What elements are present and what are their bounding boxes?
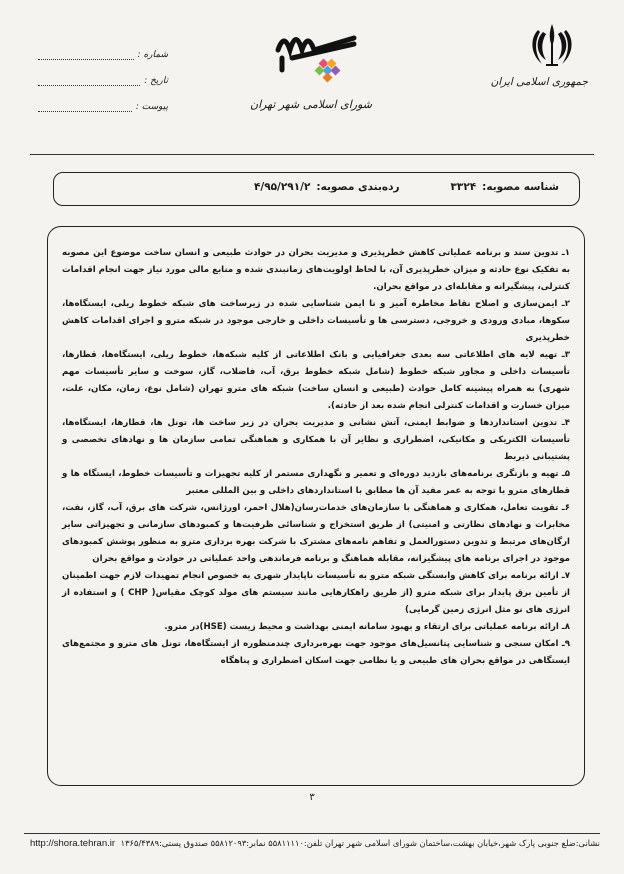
resolution-item-5: ۵ـ تهیه و بازنگری برنامه‌های بازدید دوره‌ای و تعمیر و نگهداری مستمر از کلیه تجهیزات و تأسیسات خطوط، ایستگاه ها و قطارهای مترو با توجه به عمر مفید آن ها مطابق با استانداردهای داخلی و بین المللی معتبر (62, 469, 570, 496)
field-date-label: تاریخ : (144, 76, 168, 86)
resolution-class (254, 181, 400, 193)
letter-fields (38, 42, 168, 120)
resolution-item-8: ۸ـ ارائه برنامه عملیاتی برای ارتقاء و بهبود سامانه ایمنی بهداشت و محیط زیست (HSE)در مترو. (164, 622, 570, 632)
footer-divider (24, 833, 600, 834)
resolution-item-7: ۷ـ ارائه برنامه برای کاهش وابستگی شبکه مترو به تأسیسات ناپایدار شهری به خصوص انجام تمهیدات لازم جهت اطمینان از تأمین برق پایدار برای شبکه مترو (از طریق راهکارهایی مانند سیستم های مولد کوچک مقیاس( CHP ) و استفاده از انرژی های نو مثل انرژی زمین گرمایی) (62, 571, 570, 615)
field-date-line (38, 77, 140, 86)
city-council-logo (250, 30, 372, 111)
field-attachment-label: پیوست : (135, 102, 168, 112)
field-number (38, 42, 168, 68)
footer-address: نشانی:ضلع جنوبی پارک شهر،خیابان بهشت،ساختمان شورای اسلامی شهر تهران تلفن:۵۵۸۱۱۱۱۰ نمابر:۵۵۸۱۲۰۹۳ صندوق پستی:۱۳۶۵/۴۳۸۹ (120, 838, 600, 848)
header-divider (30, 154, 594, 155)
resolution-item-4: ۴ـ تدوین استانداردها و ضوابط ایمنی، آتش نشانی و مدیریت بحران در زیر ساخت ها، تونل ها، قطارها، ایستگاه‌ها، تأسیسات الکتریکی و مکانیکی، اضطراری و نظایر آن با همکاری و هماهنگی تمامی سازمان ها و نهادهای تخصصی و پشتیبانی ذیربط (62, 418, 570, 462)
footer-url[interactable]: http://shora.tehran.ir (30, 838, 116, 849)
field-date (38, 68, 168, 94)
resolution-id-label: شناسه مصوبه: (482, 181, 559, 193)
resolution-id-box (53, 172, 580, 206)
city-council-logo-icon (272, 30, 362, 88)
resolution-id-value: ۳۳۲۴ (450, 181, 477, 193)
field-attachment (38, 94, 168, 120)
resolution-content-box (47, 226, 585, 786)
resolution-item-2: ۲ـ ایمن‌سازی و اصلاح نقاط مخاطره آمیز و نا ایمن شناسایی شده در زیرساخت های شبکه خطوط ریلی، ایستگاه‌ها، سکوها، مبادی ورودی و خروجی، دسترسی ها و تأسیسات داخلی و خارجی موجود در شبکه مترو و اجرای اقدامات کاهش خطرپذیری (62, 299, 570, 343)
resolution-item-9: ۹ـ امکان سنجی و شناسایی پتانسیل‌های موجود جهت بهره‌برداری چندمنظوره از ایستگاه‌ها، تونل های مترو و مجتمع‌های ایستگاهی در مواقع بحران های طبیعی و یا نظامی جهت اسکان اضطراری و پناهگاه (62, 639, 570, 666)
field-number-label: شماره : (137, 50, 168, 60)
page-number: ۳ (309, 792, 315, 803)
resolution-item-3: ۳ـ تهیه لایه های اطلاعاتی سه بعدی جغرافیایی و بانک اطلاعاتی از کلیه شبکه‌ها، خطوط ریلی، ایستگاه‌ها، قطارها، تأسیسات داخلی و مجاور شبکه خطوط (شامل شبکه خطوط برق، آب، فاضلاب، گاز، سوخت و سایر تأسیسات مهم شهری) به همراه پیشینه کامل حوادث (طبیعی و انسان ساخت) شبکه های مترو تهران (شامل نوع، زمان، مکان، علت، میزان خسارت و اقدامات کنترلی انجام شده بعد از حادثه). (62, 350, 570, 411)
resolution-class-label: رده‌بندی مصوبه: (316, 181, 400, 193)
resolution-item-6: ۶ـ تقویت تعامل، همکاری و هماهنگی با سازمان‌های خدمات‌رسان(هلال احمر، اورژانس، شرکت های برق، آب، گاز، نفت، مخابرات و نهادهای نظارتی و امنیتی) از طریق استخراج و شناسائی ظرفیت‌ها و کمبودهای سازمانی و تجهیزاتی سایر ارگان‌های مرتبط و تدوین دستورالعمل و تفاهم نامه‌های مشترک با شرکت بهره برداری مترو به منظور پوشش کمبودهای موجود در اجرای برنامه های پیشگیرانه، مقابله هماهنگ و برنامه فرماندهی واحد عملیاتی در حوادث و مواقع بحران (62, 503, 570, 564)
iran-emblem-icon (530, 20, 574, 70)
field-attachment-line (38, 103, 132, 112)
iran-emblem (490, 20, 588, 88)
field-number-line (38, 51, 134, 60)
resolution-id (451, 181, 559, 193)
resolution-item-1: ۱ـ تدوین سند و برنامه عملیاتی کاهش خطرپذیری و مدیریت بحران در حوادث طبیعی و انسان ساخت موضوع این مصوبه به تفکیک نوع حادثه و میزان خطرپذیری آن، با لحاظ اولویت‌های زمانبندی شده و منابع مالی مورد نیاز جهت انجام اقدامات کنترلی، پیشگیرانه و مقابله‌ای در مواقع بحران. (62, 248, 570, 292)
resolution-class-value: ۴/۹۵/۲۹۱/۲ (254, 181, 311, 193)
logo-caption: شورای اسلامی شهر تهران (250, 98, 372, 111)
emblem-caption: جمهوری اسلامی ایران (490, 76, 588, 88)
